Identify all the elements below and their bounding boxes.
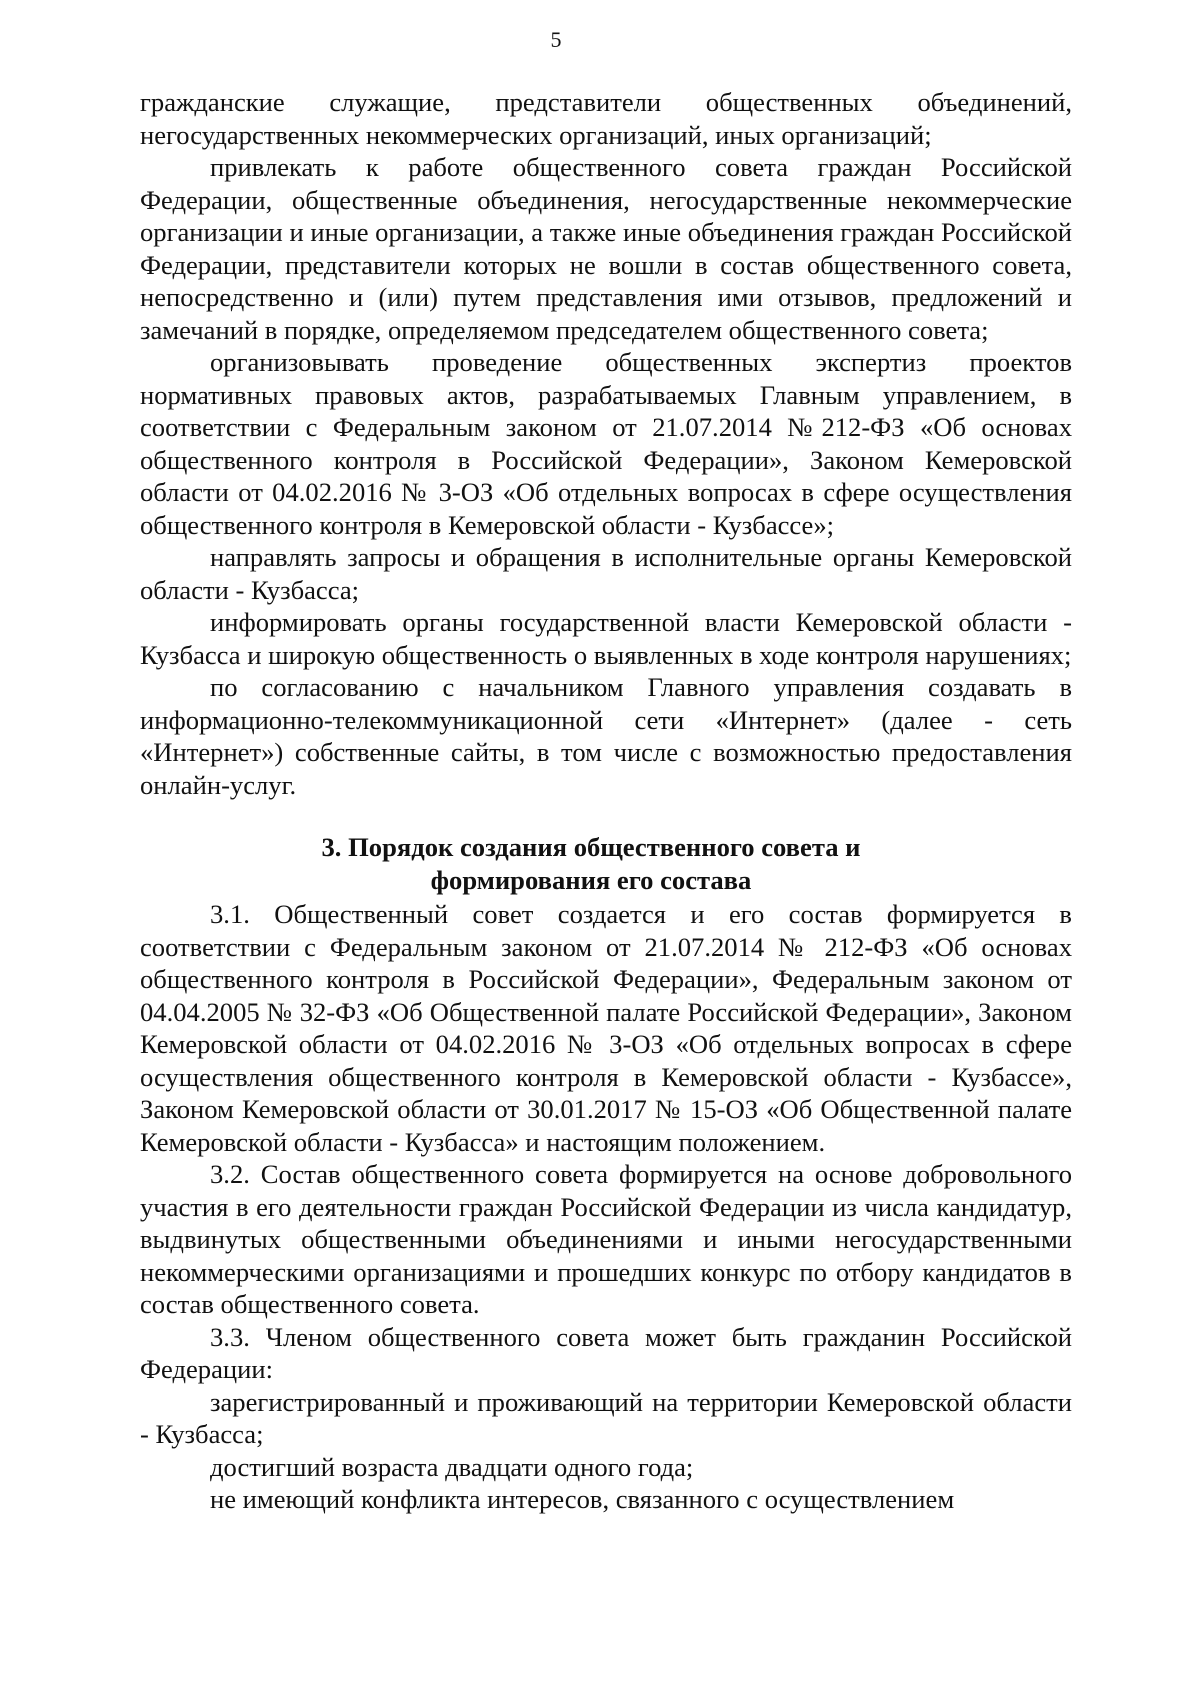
paragraph-3-3: 3.3. Членом общественного совета может быть гражданин Российской Федерации:	[140, 1321, 1072, 1384]
paragraph-3-2: 3.2. Состав общественного совета формируется на основе добровольного участия в его деятельности граждан Российской Федерации из числа кандидатур, выдвинутых общественными объединениями и иными негосударственными некоммерческими организациями и прошедших конкурс по отбору кандидатов в состав общественного совета.	[140, 1159, 1072, 1319]
paragraph-inform-authorities: информировать органы государственной власти Кемеровской области - Кузбасса и широкую общественность о выявленных в ходе контроля нарушениях;	[140, 607, 1072, 670]
section-heading-line2: формирования его состава	[430, 864, 752, 895]
paragraph-organize-expertise: организовывать проведение общественных экспертиз проектов нормативных правовых актов, разрабатываемых Главным управлением, в соответствии с Федеральным законом от 21.07.2014 №212-ФЗ «Об основах общественного контроля в Российской Федерации», Законом Кемеровской области от 04.02.2016 № 3-ОЗ «Об отдельных вопросах в сфере осуществления общественного контроля в Кемеровской области - Кузбассе»;	[140, 347, 1072, 540]
paragraph-continuation: гражданские служащие, представители общественных объединений, негосударственных некоммерческих организаций, иных организаций;	[140, 87, 1072, 150]
paragraph-involve-citizens: привлекать к работе общественного совета граждан Российской Федерации, общественные объединения, негосударственные некоммерческие организации и иные организации, а также иные объединения граждан Российской Федерации, представители которых не вошли в состав общественного совета, непосредственно и (или) путем представления ими отзывов, предложений и замечаний в порядке, определяемом председателем общественного совета;	[140, 152, 1072, 345]
page-number: 5	[550, 27, 562, 52]
paragraph-create-websites: по согласованию с начальником Главного управления создавать в информационно-телекоммуникационной сети «Интернет» (далее - сеть «Интернет») собственные сайты, в том числе с возможностью предоставления онлайн-услуг.	[140, 672, 1072, 800]
paragraph-3-1: 3.1. Общественный совет создается и его состав формируется в соответствии с Федеральным законом от 21.07.2014 № 212-ФЗ «Об основах общественного контроля в Российской Федерации», Федеральным законом от 04.04.2005 № 32-ФЗ «Об Общественной палате Российской Федерации», Законом Кемеровской области от 04.02.2016 № 3-ОЗ «Об отдельных вопросах в сфере осуществления общественного контроля в Кемеровской области - Кузбассе», Законом Кемеровской области от 30.01.2017 № 15-ОЗ «Об Общественной палате Кемеровской области - Кузбасса» и настоящим положением.	[140, 899, 1072, 1157]
list-item-age: достигший возраста двадцати одного года;	[210, 1451, 694, 1482]
section-heading-line1: 3. Порядок создания общественного совета и	[321, 832, 861, 862]
list-item-registered: зарегистрированный и проживающий на территории Кемеровской области - Кузбасса;	[140, 1386, 1072, 1449]
list-item-no-conflict: не имеющий конфликта интересов, связанного с осуществлением	[210, 1484, 955, 1514]
section-heading	[140, 831, 1072, 896]
document-body	[140, 86, 1072, 1516]
paragraph-send-requests: направлять запросы и обращения в исполнительные органы Кемеровской области - Кузбасса;	[140, 542, 1072, 605]
